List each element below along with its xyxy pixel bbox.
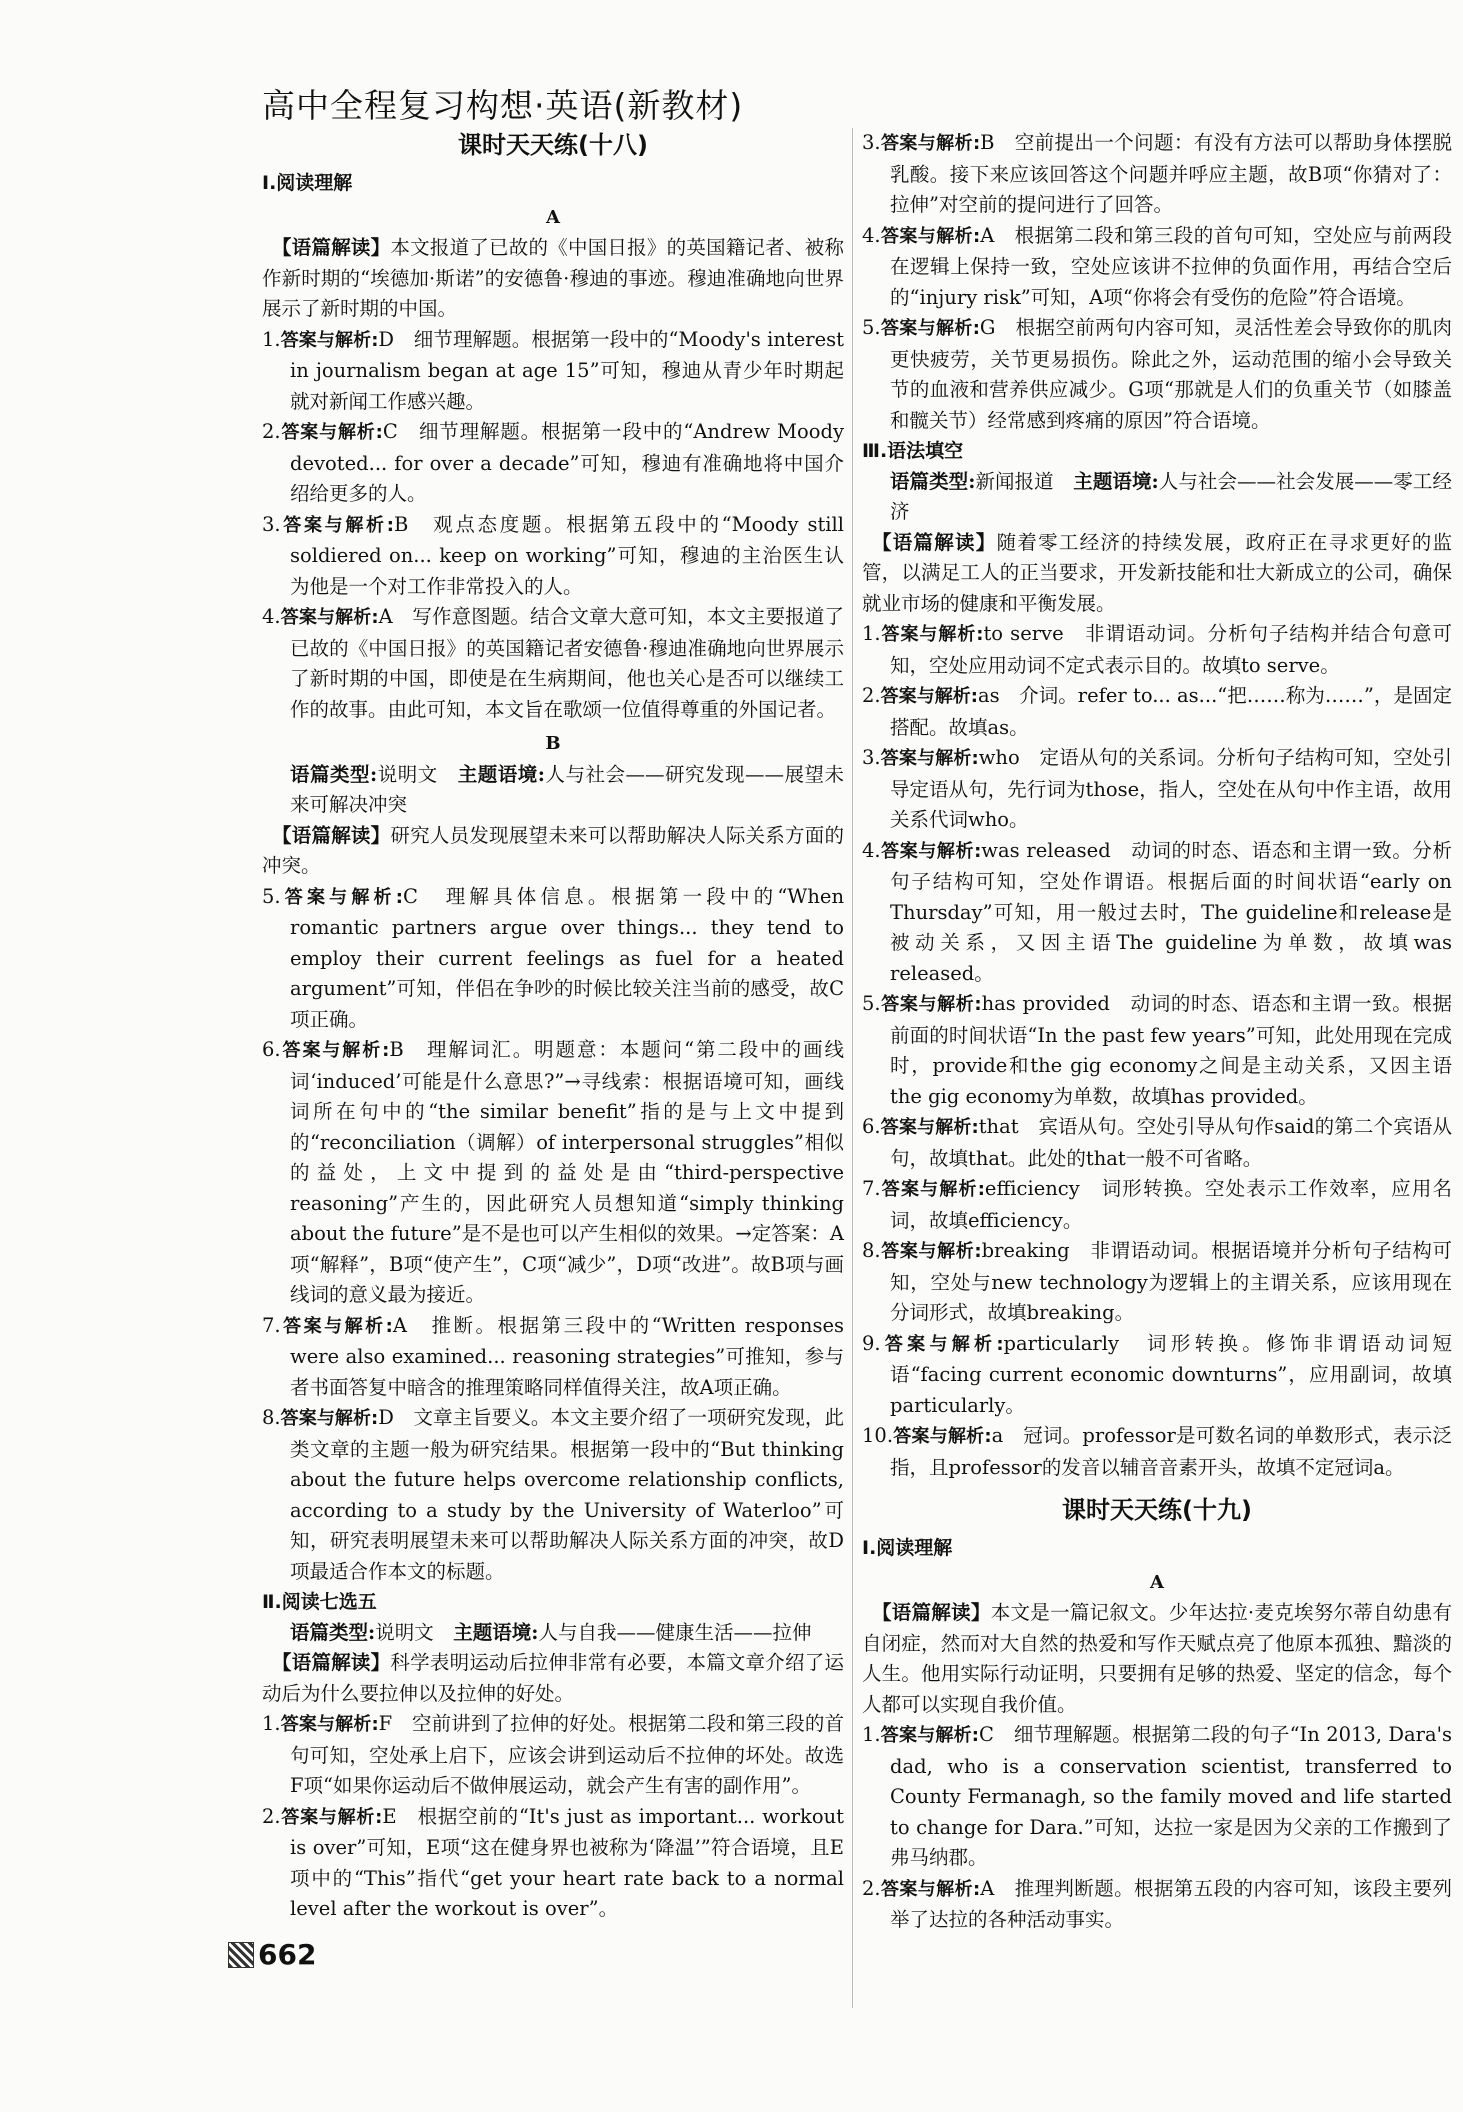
passage-summary: 【语篇解读】随着零工经济的持续发展，政府正在寻求更好的监管，以满足工人的正当要求，开发新技能和壮大新成立的公司，确保就业市场的健康和平衡发展。 (862, 530, 1452, 615)
part-letter: A (1150, 1571, 1164, 1593)
section-title: Ⅰ.阅读理解 (262, 172, 353, 194)
answer-item: 2.答案与解析:as 介词。refer to... as...“把……称为……”，是固定搭配。故填as。 (862, 684, 1453, 739)
passage-summary: 【语篇解读】本文报道了已故的《中国日报》的英国籍记者、被称作新时期的“埃德加·斯诺”的安德鲁·穆迪的事迹。穆迪准确地向世界展示了新时期的中国。 (262, 236, 844, 320)
answer-item: 8.答案与解析:breaking 非谓语动词。根据语境并分析句子结构可知，空处与new technology为逻辑上的主谓关系，应该用现在分词形式，故填breaking。 (862, 1239, 1452, 1324)
answer-item: 3.答案与解析:who 定语从句的关系词。分析句子结构可知，空处引导定语从句，先行词为those，指人，空处在从句中作主语，故用关系代词who。 (862, 746, 1452, 831)
page-number-mark-icon (228, 1942, 254, 1968)
part-letter: B (545, 733, 561, 754)
answer-item: 1.答案与解析:D 细节理解题。根据第一段中的“Moody's interest in journalism began at age 15”可知，穆迪从青少年时期起就对新闻工作感兴趣。 (262, 327, 844, 413)
answer-item: 3.答案与解析:B 空前提出一个问题：有没有方法可以帮助身体摆脱乳酸。接下来应该回答这个问题并呼应主题，故B项“你猜对了：拉伸”对空前的提问进行了回答。 (862, 131, 1452, 216)
answer-item: 2.答案与解析:E 根据空前的“It's just as important... workout is over”可知，E项“这在健身界也被称为‘降温’”符合语境，且E项中的“This”指代“get your heart rate back to a normal level after the workout is over”。 (262, 1804, 845, 1920)
answer-item: 7.答案与解析:efficiency 词形转换。空处表示工作效率，应用名词，故填efficiency。 (862, 1177, 1453, 1232)
section-title: Ⅰ.阅读理解 (862, 1537, 953, 1559)
part-letter: A (546, 206, 560, 228)
section-title: Ⅲ.语法填空 (862, 440, 964, 462)
answer-item: 4.答案与解析:was released 动词的时态、语态和主谓一致。分析句子结构可知，空处作谓语。根据后面的时间状语“early on Thursday”可知，用一般过去时，The guideline和release是被动关系，又因主语The guideline为单数，故填was released。 (862, 838, 1452, 985)
answer-item: 5.答案与解析:C 理解具体信息。根据第一段中的“When romantic partners argue over things... they tend to employ their current feelings as fuel for a heated argument”可知，伴侣在争吵的时候比较关注当前的感受，故C项正确。 (262, 884, 845, 1031)
answer-item: 1.答案与解析:C 细节理解题。根据第二段的句子“In 2013, Dara's dad, who is a conservation scientist, transferred to County Fermanagh, so the family moved and life started to change for Dara.”可知，达拉一家是因为父亲的工作搬到了弗马纳郡。 (862, 1723, 1452, 1869)
answer-item: 4.答案与解析:A 写作意图题。结合文章大意可知，本文主要报道了已故的《中国日报》的英国籍记者安德鲁·穆迪准确地向世界展示了新时期的中国，即使是在生病期间，他也关心是否可以继续工作的故事。由此可知，本文旨在歌颂一位值得尊重的外国记者。 (262, 605, 844, 721)
page-number: 662 (228, 1938, 316, 1971)
answer-item: 5.答案与解析:has provided 动词的时态、语态和主谓一致。根据前面的时间状语“In the past few years”可知，此处用现在完成时，provide和the gig economy之间是主动关系，又因主语the gig economy为单数，故填has provided。 (862, 992, 1452, 1108)
answer-item: 2.答案与解析:C 细节理解题。根据第一段中的“Andrew Moody devoted... for over a decade”可知，穆迪有准确地将中国介绍给更多的人。 (262, 420, 845, 505)
answer-item: 8.答案与解析:D 文章主旨要义。本文主要介绍了一项研究发现，此类文章的主题一般为研究结果。根据第一段中的“But thinking about the future helps overcome relationship conflicts, according to a study by the University of Waterloo”可知，研究表明展望未来可以帮助解决人际关系方面的冲突，故D项最适合作本文的标题。 (262, 1406, 844, 1583)
page-header: 高中全程复习构想·英语(新教材) (262, 86, 744, 125)
passage-summary: 【语篇解读】研究人员发现展望未来可以帮助解决人际关系方面的冲突。 (262, 823, 844, 877)
section-title: Ⅱ.阅读七选五 (262, 1591, 377, 1613)
passage-meta: 语篇类型:说明文 主题语境:人与社会——研究发现——展望未来可解决冲突 (290, 762, 844, 816)
answer-item: 1.答案与解析:to serve 非谓语动词。分析句子结构并结合句意可知，空处应用动词不定式表示目的。故填to serve。 (862, 622, 1453, 677)
answer-item: 3.答案与解析:B 观点态度题。根据第五段中的“Moody still soldiered on... keep on working”可知，穆迪的主治医生认为他是一个对工作非常投入的人。 (262, 512, 844, 598)
answer-item: 4.答案与解析:A 根据第二段和第三段的首句可知，空处应与前两段在逻辑上保持一致，空处应该讲不拉伸的负面作用，再结合空后的“injury risk”可知，A项“你将会有受伤的危险”符合语境。 (862, 223, 1452, 309)
passage-summary: 【语篇解读】科学表明运动后拉伸非常有必要，本篇文章介绍了运动后为什么要拉伸以及拉伸的好处。 (262, 1651, 844, 1705)
passage-meta: 语篇类型:说明文 主题语境:人与自我——健康生活——拉伸 (290, 1620, 812, 1644)
answer-item: 5.答案与解析:G 根据空前两句内容可知，灵活性差会导致你的肌肉更快疲劳，关节更易损伤。除此之外，运动范围的缩小会导致关节的血液和营养供应减少。G项“那就是人们的负重关节（如膝盖和髋关节）经常感到疼痛的原因”符合语境。 (862, 316, 1453, 432)
left-column (262, 128, 844, 1925)
answer-item: 1.答案与解析:F 空前讲到了拉伸的好处。根据第二段和第三段的首句可知，空处承上启下，应该会讲到运动后不拉伸的坏处。故选F项“如果你运动后不做伸展运动，就会产生有害的副作用”。 (262, 1712, 844, 1797)
lesson-title: 课时天天练(十九) (1062, 1496, 1252, 1524)
answer-item: 2.答案与解析:A 推理判断题。根据第五段的内容可知，该段主要列举了达拉的各种活动事实。 (862, 1876, 1452, 1931)
column-divider (852, 128, 853, 2008)
lesson-title: 课时天天练(十八) (458, 131, 648, 159)
answer-item: 10.答案与解析:a 冠词。professor是可数名词的单数形式，表示泛指，且professor的发音以辅音音素开头，故填不定冠词a。 (862, 1424, 1452, 1479)
passage-meta: 语篇类型:新闻报道 主题语境:人与社会——社会发展——零工经济 (890, 469, 1452, 523)
right-column (862, 128, 1452, 1936)
answer-item: 6.答案与解析:that 宾语从句。空处引导从句作said的第二个宾语从句，故填that。此处的that一般不可省略。 (862, 1115, 1452, 1170)
answer-item: 9.答案与解析:particularly 词形转换。修饰非谓语动词短语“facing current economic downturns”，应用副词，故填particularly。 (862, 1331, 1453, 1417)
answer-item: 6.答案与解析:B 理解词汇。明题意：本题问“第二段中的画线词‘induced’可能是什么意思?”→寻线索：根据语境可知，画线词所在句中的“the similar benefit”指的是与上文中提到的“reconciliation（调解）of interpersonal struggles”相似的益处，上文中提到的益处是由“third-perspective reasoning”产生的，因此研究人员想知道“simply thinking about the future”是不是也可以产生相似的效果。→定答案：A项“解释”，B项“使产生”，C项“减少”，D项“改进”。故B项与画线词的意义最为接近。 (262, 1038, 844, 1306)
answer-item: 7.答案与解析:A 推断。根据第三段中的“Written responses were also examined... reasoning strategies”可推知，参与者书面答复中暗含的推理策略同样值得关注，故A项正确。 (262, 1313, 845, 1399)
passage-summary: 【语篇解读】本文是一篇记叙文。少年达拉·麦克埃努尔蒂自幼患有自闭症，然而对大自然的热爱和写作天赋点亮了他原本孤独、黯淡的人生。他用实际行动证明，只要拥有足够的热爱、坚定的信念，每个人都可以实现自我价值。 (862, 1601, 1452, 1716)
